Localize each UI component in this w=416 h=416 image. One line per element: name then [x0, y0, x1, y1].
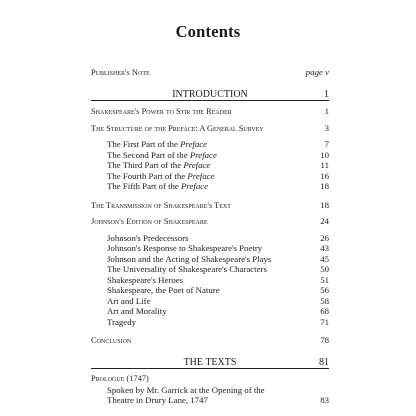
toc-entry-page: 26	[320, 232, 329, 243]
toc-entry-edition-sub	[91, 296, 329, 307]
toc-entry-edition-sub	[91, 285, 329, 296]
toc-entry-label: Johnson's Response to Shakespeare's Poetry	[107, 243, 263, 253]
toc-entry-page: 18	[320, 199, 329, 210]
toc-entry-page: page v	[305, 67, 329, 77]
toc-entry-label: Publisher's Note	[91, 68, 150, 77]
section-heading-label: THE TEXTS	[183, 356, 237, 368]
toc-entry-page: 3	[324, 122, 329, 133]
page-title: Contents	[175, 22, 241, 41]
toc-entry-page: 78	[320, 335, 329, 345]
toc-entry-label: The Third Part of the Preface	[107, 160, 211, 170]
toc-entry-edition-sub	[91, 317, 329, 328]
toc-entry-edition-sub	[91, 306, 329, 317]
toc-entry-page: 18	[320, 181, 329, 191]
toc-entry-page: 11	[320, 160, 329, 170]
toc-entry-page: 83	[320, 395, 329, 405]
toc-entry-conclusion	[91, 335, 329, 347]
toc-entry-label: Shakespeare's Power to Stir the Reader	[91, 107, 232, 116]
toc-entry-prologue	[91, 374, 329, 385]
toc-entry-edition-sub	[91, 275, 329, 286]
toc-entry-label: Johnson's Predecessors	[107, 232, 189, 243]
toc-entry-preface-part	[91, 160, 329, 171]
toc-entry-preface-part	[91, 171, 329, 182]
toc-entry-power-to-stir	[91, 106, 329, 118]
toc-entry-page: 56	[320, 285, 329, 295]
toc-entry-edition-sub	[91, 264, 329, 275]
toc-entry-page: 7	[324, 139, 329, 149]
toc-entry-page: 58	[320, 295, 329, 306]
toc-entry-label: Johnson's Edition of Shakespeare	[91, 217, 208, 226]
table-of-contents	[91, 67, 329, 406]
toc-entry-edition-sub	[91, 254, 329, 265]
section-heading-page: 1	[324, 88, 329, 100]
toc-entry-label: Johnson and the Acting of Shakespeare's Plays	[107, 253, 272, 264]
toc-entry-prologue-line1	[91, 385, 329, 396]
toc-entry-page: 50	[320, 264, 329, 274]
toc-entry-label: The Transmission of Shakespeare's Text	[91, 200, 231, 210]
section-heading-page: 81	[319, 356, 329, 368]
toc-entry-page: 71	[320, 316, 329, 327]
toc-entry-label: The First Part of the Preface	[107, 139, 208, 149]
toc-entry-edition-sub	[91, 243, 329, 254]
toc-entry-page: 24	[320, 216, 329, 226]
toc-entry-johnsons-edition	[91, 216, 329, 228]
toc-entry-label: Shakespeare, the Poet of Nature	[107, 285, 220, 295]
toc-entry-label: Spoken by Mr. Garrick at the Opening of the	[107, 384, 265, 395]
section-heading-label: INTRODUCTION	[172, 88, 248, 100]
toc-entry-page: 45	[320, 253, 329, 264]
section-heading-the-texts	[91, 358, 329, 369]
toc-entry-label: The Universality of Shakespeare's Characters	[107, 264, 267, 274]
toc-entry-edition-sub	[91, 233, 329, 244]
toc-entry-page: 10	[320, 149, 329, 160]
toc-entry-label: The Second Part of the Preface	[107, 149, 217, 160]
toc-entry-preface-part	[91, 150, 329, 161]
toc-entry-page: 1	[324, 106, 329, 116]
toc-entry-label: The Structure of the Preface: A General Survey	[91, 123, 264, 133]
toc-entry-label: Art and Morality	[107, 306, 167, 316]
toc-entry-page: 43	[320, 243, 329, 253]
toc-entry-preface-part	[91, 181, 329, 192]
toc-entry-label: Conclusion	[91, 336, 132, 345]
toc-entry-label: Art and Life	[107, 295, 151, 306]
toc-entry-label: Prologue (1747)	[91, 374, 149, 383]
toc-entry-page: 51	[320, 274, 329, 285]
toc-entry-publishers-note	[91, 67, 329, 79]
toc-entry-page: 16	[320, 170, 329, 181]
toc-entry-preface-part	[91, 139, 329, 150]
toc-entry-label: The Fourth Part of the Preface	[107, 170, 215, 181]
toc-entry-label: The Fifth Part of the Preface	[107, 181, 209, 191]
toc-entry-label: Tragedy	[107, 316, 136, 327]
toc-entry-label: Shakespeare's Heroes	[107, 274, 184, 285]
toc-entry-page: 68	[320, 306, 329, 316]
toc-entry-transmission	[91, 200, 329, 212]
toc-entry-prologue-line2	[91, 395, 329, 406]
toc-entry-label: Theatre in Drury Lane, 1747	[107, 395, 208, 405]
toc-entry-structure-of-preface	[91, 123, 329, 135]
section-heading-introduction	[91, 90, 329, 101]
